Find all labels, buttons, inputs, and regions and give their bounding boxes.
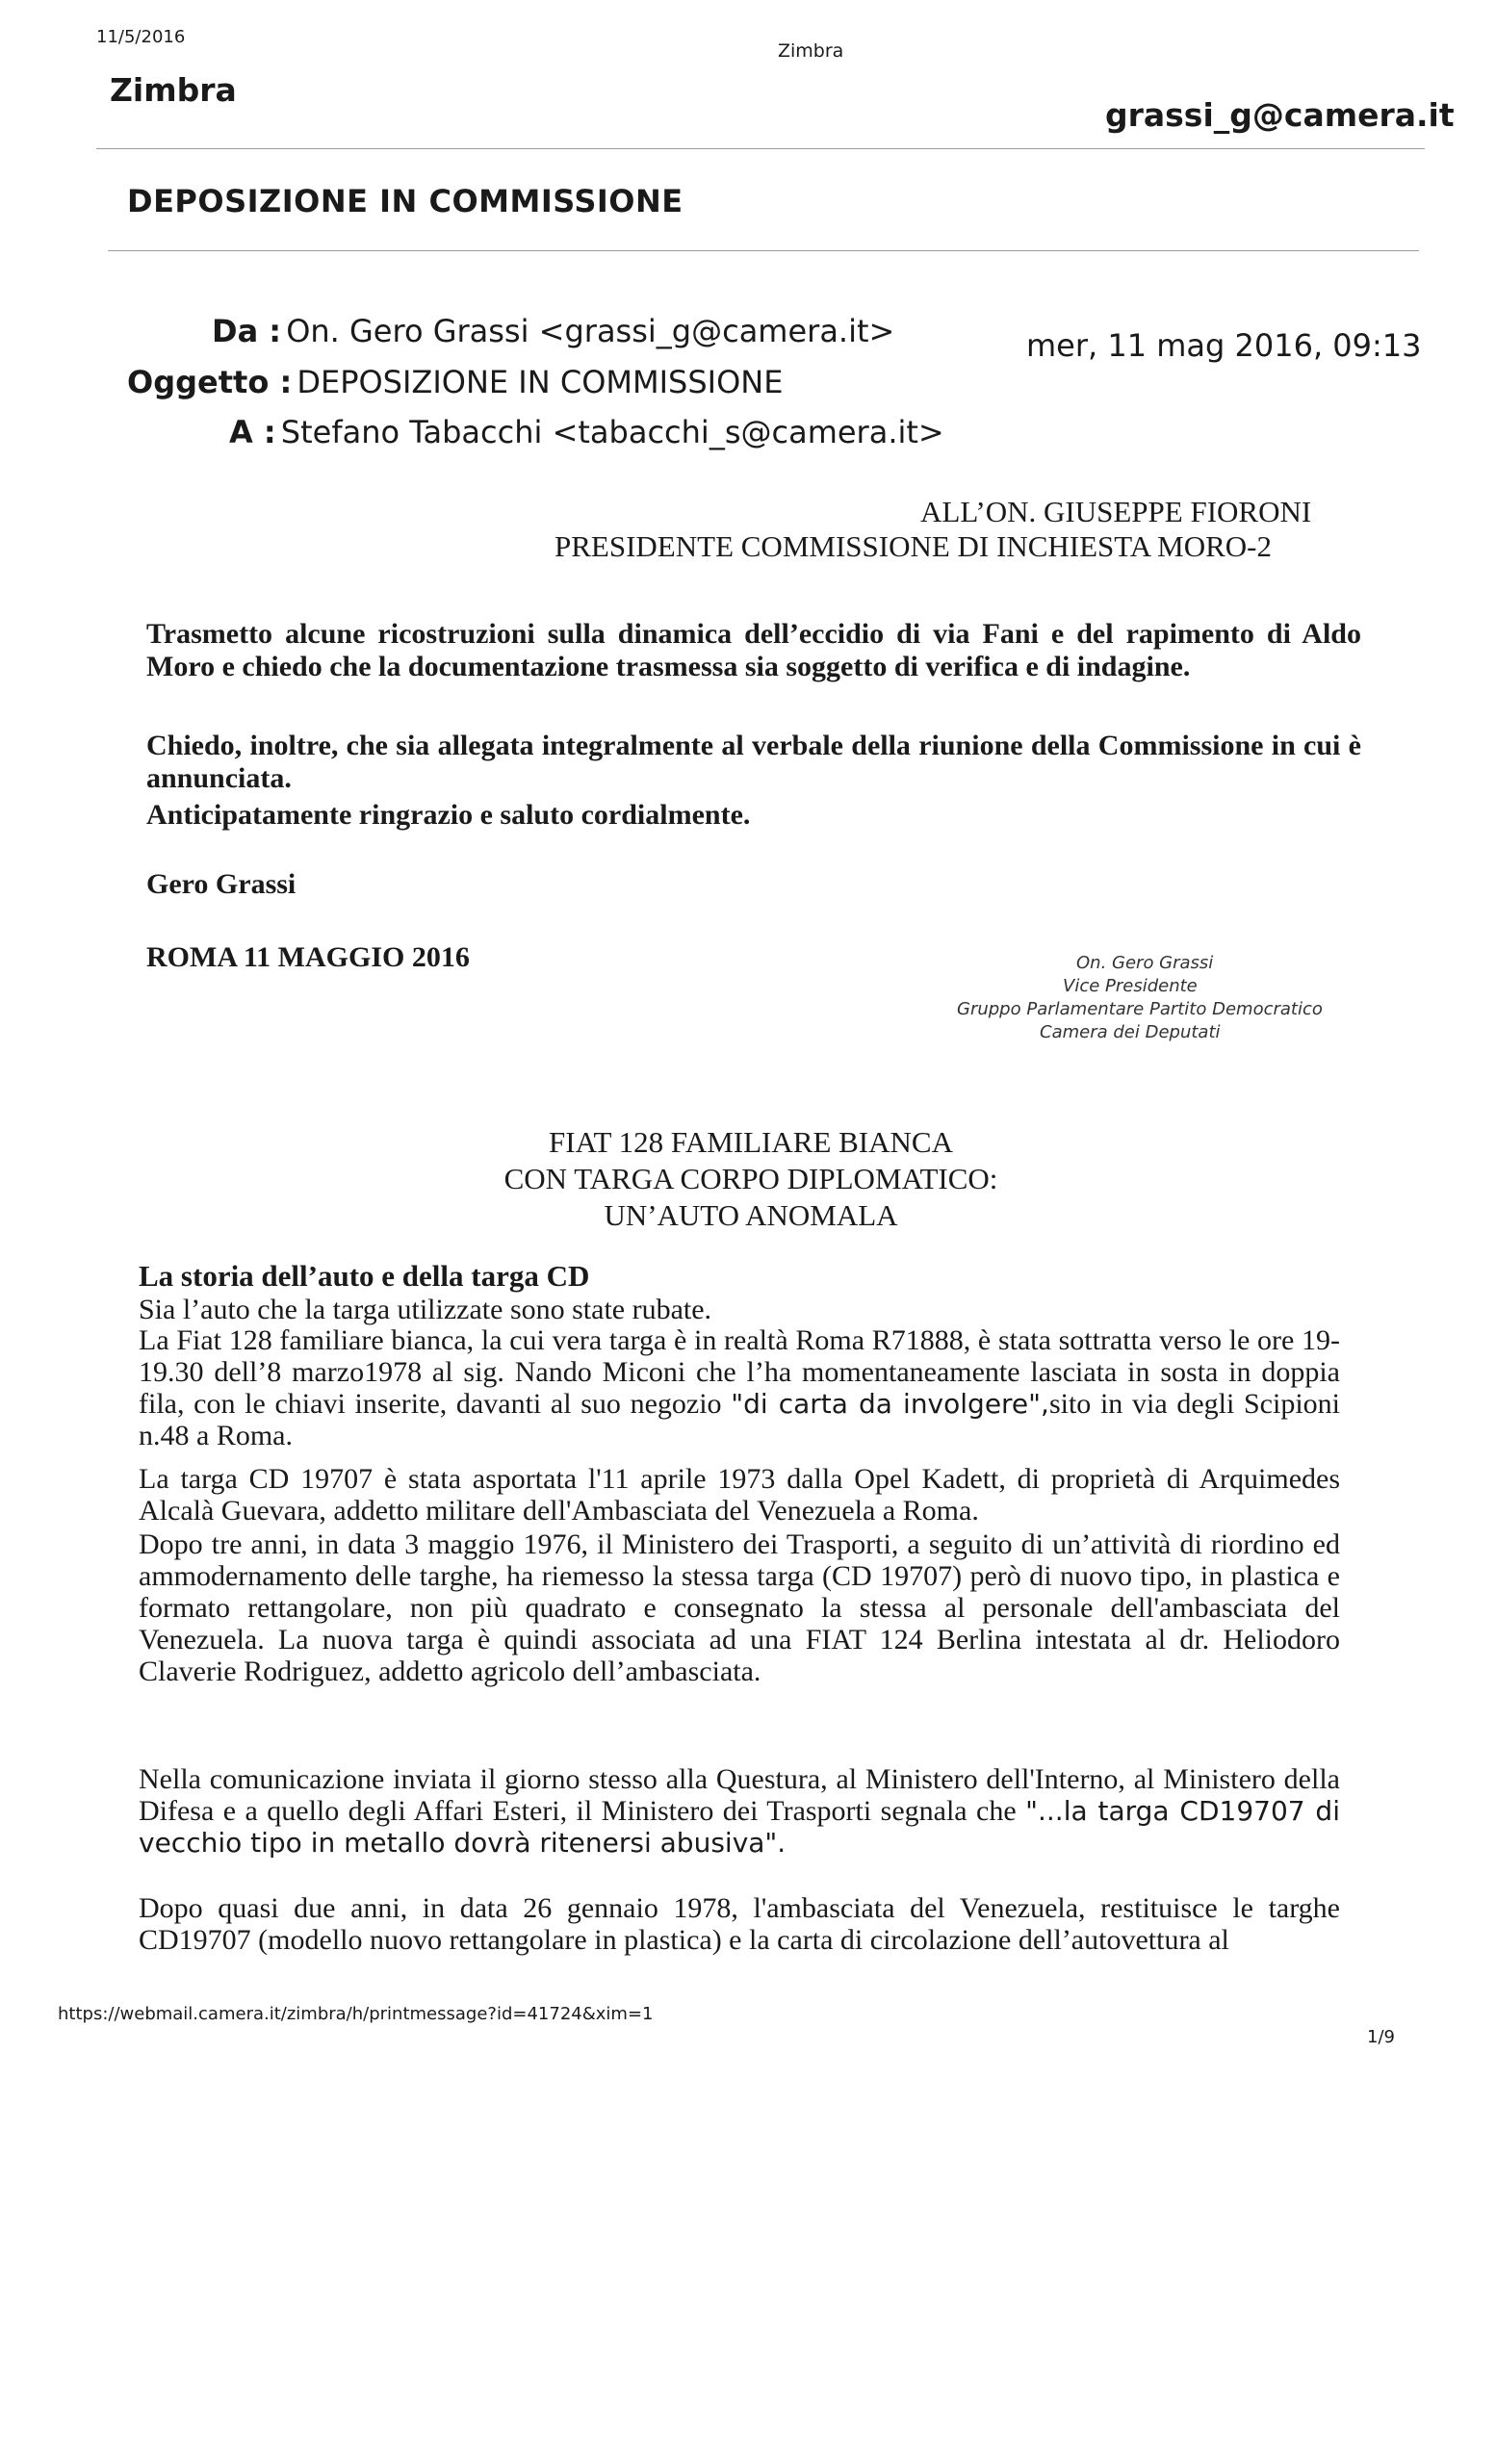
subject-divider <box>108 250 1419 251</box>
letter-place-date: ROMA 11 MAGGIO 2016 <box>146 941 470 973</box>
user-email: grassi_g@camera.it <box>1105 96 1455 134</box>
stamp-line-1: On. Gero Grassi <box>1076 953 1214 973</box>
letter-paragraph-3: Anticipatamente ringrazio e saluto cordialmente. <box>146 799 751 831</box>
letter-paragraph-1: Trasmetto alcune ricostruzioni sulla dinamica dell’eccidio di via Fani e del rapimento di Aldo Moro e chiedo che la documentazione trasmessa sia soggetto di verifica e di indagine. <box>146 618 1361 682</box>
subject-label: Oggetto : <box>127 364 293 400</box>
article-paragraph-5-a: Nella comunicazione inviata il giorno stesso alla Questura, al Ministero dell'Interno, al Ministero della Difesa e a quello degli Affari Esteri, il Ministero dei Trasporti segnala che <box>139 1763 1340 1827</box>
subject-value: DEPOSIZIONE IN COMMISSIONE <box>297 364 784 400</box>
article-paragraph-4: Dopo tre anni, in data 3 maggio 1976, il Ministero dei Trasporti, a seguito di un’attività di riordino ed ammodernamento delle targhe, ha riemesso la stessa targa (CD 19707) però di nuovo tipo, in plastica e formato rettangolare, non più quadrato e consegnato la stessa al personale dell'ambasciata del Venezuela. La nuova targa è quindi associata ad una FIAT 124 Berlina intestata al dr. Heliodoro Claverie Rodriguez, addetto agricolo dell’ambasciata. <box>139 1528 1340 1687</box>
to-row <box>229 414 944 450</box>
letter-signature: Gero Grassi <box>146 868 297 900</box>
section-heading: La storia dell’auto e della targa CD <box>139 1259 590 1293</box>
stamp-line-4: Camera dei Deputati <box>1040 1022 1221 1042</box>
subject-row <box>127 364 783 400</box>
page-number: 1/9 <box>1367 2027 1395 2047</box>
sent-date: mer, 11 mag 2016, 09:13 <box>1026 327 1422 364</box>
from-label: Da : <box>212 313 282 349</box>
header-divider <box>96 148 1425 149</box>
article-paragraph-6: Dopo quasi due anni, in data 26 gennaio 1978, l'ambasciata del Venezuela, restituisce le targhe CD19707 (modello nuovo rettangolare in plastica) e la carta di circolazione dell’autovettura al <box>139 1892 1340 1956</box>
footer-url: https://webmail.camera.it/zimbra/h/printmessage?id=41724&xim=1 <box>58 2004 654 2024</box>
article-paragraph-2-quote: "di carta da involgere", <box>731 1388 1049 1420</box>
article-title-line-1: FIAT 128 FAMILIARE BIANCA <box>549 1125 953 1159</box>
article-paragraph-5-quote: "...la targa CD19707 di vecchio tipo in metallo dovrà ritenersi abusiva". <box>139 1795 1340 1859</box>
stamp-line-2: Vice Presidente <box>1063 976 1198 996</box>
to-value: Stefano Tabacchi <tabacchi_s@camera.it> <box>280 414 944 450</box>
article-paragraph-1: Sia l’auto che la targa utilizzate sono state rubate. <box>139 1294 712 1325</box>
article-paragraph-2-b: sito in via degli Scipioni n.48 a Roma. <box>139 1388 1340 1451</box>
stamp-line-3: Gruppo Parlamentare Partito Democratico <box>957 999 1323 1019</box>
article-title-line-3: UN’AUTO ANOMALA <box>604 1198 898 1232</box>
article-title-line-2: CON TARGA CORPO DIPLOMATICO: <box>503 1162 998 1195</box>
article-paragraph-3: La targa CD 19707 è stata asportata l'11 aprile 1973 dalla Opel Kadett, di proprietà di Arquimedes Alcalà Guevara, addetto militare dell'Ambasciata del Venezuela a Roma. <box>139 1463 1340 1527</box>
article-paragraph-2 <box>139 1324 1340 1451</box>
from-row <box>212 313 894 349</box>
article-paragraph-5 <box>139 1763 1340 1859</box>
message-subject-title: DEPOSIZIONE IN COMMISSIONE <box>127 183 684 219</box>
addressee-line-2: PRESIDENTE COMMISSIONE DI INCHIESTA MORO-2 <box>555 529 1272 563</box>
from-value: On. Gero Grassi <grassi_g@camera.it> <box>286 313 895 349</box>
article-paragraph-2-a: La Fiat 128 familiare bianca, la cui vera targa è in realtà Roma R71888, è stata sottratta verso le ore 19-19.30 dell’8 marzo1978 al sig. Nando Miconi che l’ha momentaneamente lasciata in sosta in doppia fila, con le chiavi inserite, davanti al suo negozio <box>139 1324 1340 1420</box>
print-page-title: Zimbra <box>778 40 844 62</box>
print-date: 11/5/2016 <box>96 27 186 47</box>
to-label: A : <box>229 414 276 450</box>
letter-paragraph-2: Chiedo, inoltre, che sia allegata integralmente al verbale della riunione della Commissione in cui è annunciata. <box>146 730 1361 794</box>
app-name: Zimbra <box>110 71 237 109</box>
addressee-line-1: ALL’ON. GIUSEPPE FIORONI <box>920 495 1312 528</box>
